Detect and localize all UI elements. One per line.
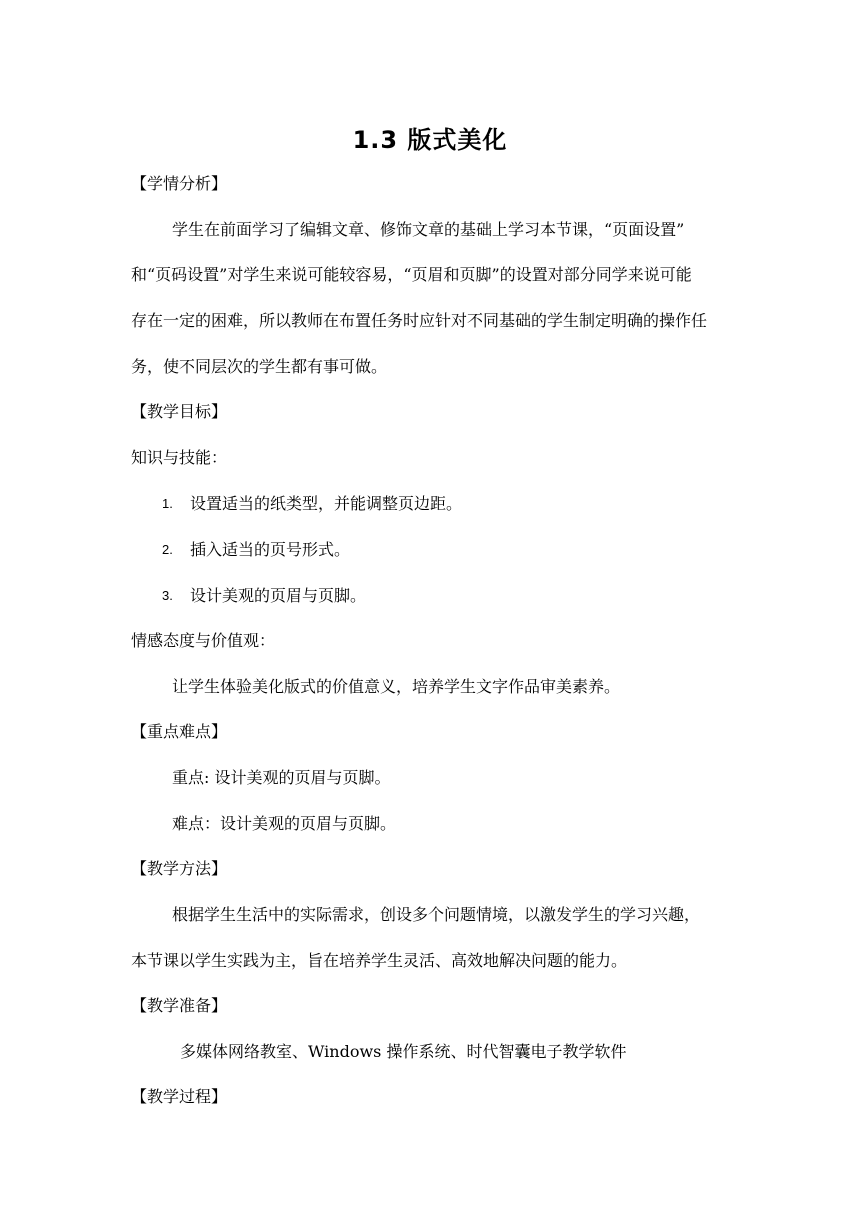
subheading-emotion-values: 情感态度与价值观： [131,631,276,650]
paragraph-line: 让学生体验美化版式的价值意义，培养学生文字作品审美素养。 [172,677,621,696]
section-heading-key-difficult: 【重点难点】 [131,722,228,741]
subheading-knowledge-skills: 知识与技能： [131,448,228,467]
paragraph-line: 存在一定的困难，所以教师在布置任务时应针对不同基础的学生制定明确的操作任 [131,311,708,330]
list-item: 插入适当的页号形式。 [190,540,351,559]
section-heading-teaching-method: 【教学方法】 [131,859,228,878]
paragraph-line: 根据学生生活中的实际需求，创设多个问题情境，以激发学生的学习兴趣， [172,905,701,924]
paragraph-line: 多媒体网络教室、Windows 操作系统、时代智囊电子教学软件 [180,1042,627,1061]
document-title: 1.3 版式美化 [352,126,508,154]
list-item-number: 3. [162,588,173,603]
list-item-number: 1. [162,496,173,511]
section-heading-student-analysis: 【学情分析】 [131,174,228,193]
list-item: 设计美观的页眉与页脚。 [190,586,367,605]
list-item-number: 2. [162,542,173,557]
paragraph-line: 务，使不同层次的学生都有事可做。 [131,357,388,376]
paragraph-line: 本节课以学生实践为主，旨在培养学生灵活、高效地解决问题的能力。 [131,951,628,970]
list-item: 设置适当的纸类型，并能调整页边距。 [190,494,463,513]
section-heading-teaching-process: 【教学过程】 [131,1087,228,1106]
paragraph-line: 和“页码设置”对学生来说可能较容易，“页眉和页脚”的设置对部分同学来说可能 [131,265,692,284]
paragraph-line: 学生在前面学习了编辑文章、修饰文章的基础上学习本节课，“页面设置” [172,220,685,239]
section-heading-teaching-prep: 【教学准备】 [131,996,228,1015]
section-heading-teaching-goals: 【教学目标】 [131,402,228,421]
difficult-point-line: 难点：设计美观的页眉与页脚。 [172,814,397,833]
key-point-line: 重点: 设计美观的页眉与页脚。 [172,768,391,787]
